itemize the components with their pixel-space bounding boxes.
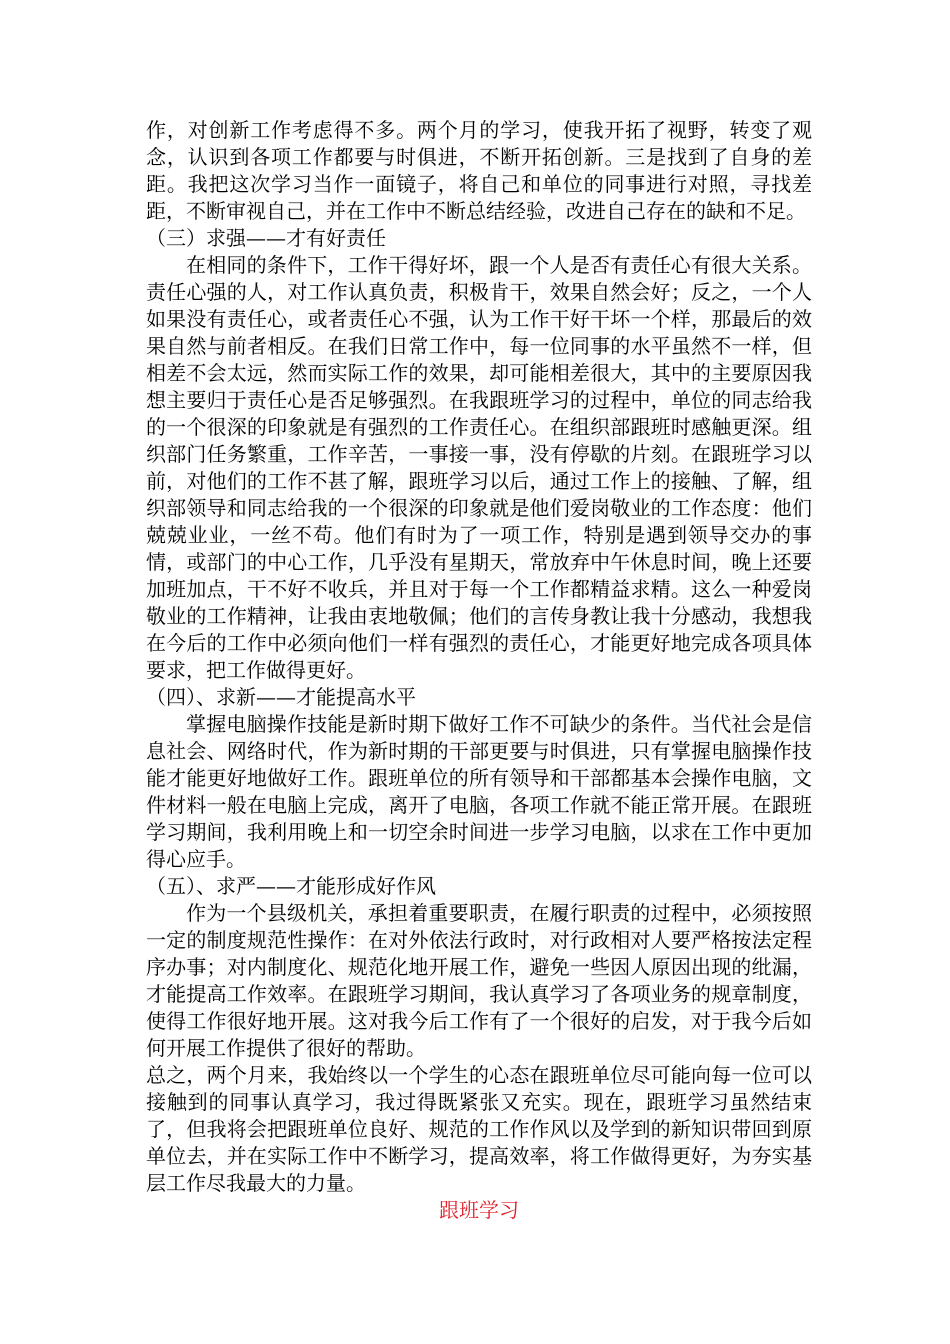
paragraph-conclusion: 总之，两个月来，我始终以一个学生的心态在跟班单位尽可能向每一位可以接触到的同事认真学习，我过得既紧张又充实。现在，跟班学习虽然结束了，但我将会把跟班单位良好、规范的工作作风以及学到的新知识带回到原单位去，并在实际工作中不断学习，提高效率，将工作做得更好，为夯实基层工作尽我最大的力量。 (146, 1063, 812, 1195)
paragraph-discipline: 作为一个县级机关，承担着重要职责，在履行职责的过程中，必须按照一定的制度规范性操作：在对外依法行政时，对行政相对人要严格按法定程序办事；对内制度化、规范化地开展工作，避免一些因人原因出现的纰漏，才能提高工作效率。在跟班学习期间，我认真学习了各项业务的规章制度，使得工作很好地开展。这对我今后工作有了一个很好的启发，对于我今后如何开展工作提供了很好的帮助。 (146, 901, 812, 1060)
section-heading-five: （五）、求严——才能形成好作风 (146, 874, 436, 898)
section-heading-three: （三）求强——才有好责任 (146, 226, 386, 250)
document-page (146, 117, 812, 1224)
paragraph-continuation: 作，对创新工作考虑得不多。两个月的学习，使我开拓了视野，转变了观念，认识到各项工作都要与时俱进，不断开拓创新。三是找到了自身的差距。我把这次学习当作一面镜子，将自己和单位的同事进行对照，寻找差距，不断审视自己，并在工作中不断总结经验，改进自己存在的缺和不足。 (146, 118, 812, 223)
paragraph-responsibility: 在相同的条件下，工作干得好坏，跟一个人是否有责任心有很大关系。责任心强的人，对工作认真负责，积极肯干，效果自然会好；反之，一个人如果没有责任心，或者责任心不强，认为工作干好干坏一个样，那最后的效果自然与前者相反。在我们日常工作中，每一位同事的水平虽然不一样，但相差不会太远，然而实际工作的效果，却可能相差很大，其中的主要原因我想主要归于责任心是否足够强烈。在我跟班学习的过程中，单位的同志给我的一个很深的印象就是有强烈的工作责任心。在组织部跟班时感触更深。组织部门任务繁重，工作辛苦，一事接一事，没有停歇的片刻。在跟班学习以前，对他们的工作不甚了解，跟班学习以后，通过工作上的接触、了解，组织部领导和同志给我的一个很深的印象就是他们爱岗敬业的工作态度：他们兢兢业业，一丝不苟。他们有时为了一项工作，特别是遇到领导交办的事情，或部门的中心工作，几乎没有星期天，常放弃中午休息时间，晚上还要加班加点，干不好不收兵，并且对于每一个工作都精益求精。这么一种爱岗敬业的工作精神，让我由衷地敬佩；他们的言传身教让我十分感动，我想我在今后的工作中必须向他们一样有强烈的责任心，才能更好地完成各项具体要求，把工作做得更好。 (146, 253, 812, 682)
footer-title: 跟班学习 (439, 1198, 519, 1222)
paragraph-computer-skills: 掌握电脑操作技能是新时期下做好工作不可缺少的条件。当代社会是信息社会、网络时代，作为新时期的干部更要与时俱进，只有掌握电脑操作技能才能更好地做好工作。跟班单位的所有领导和干部都基本会操作电脑，文件材料一般在电脑上完成，离开了电脑，各项工作就不能正常开展。在跟班学习期间，我利用晚上和一切空余时间进一步学习电脑，以求在工作中更加得心应手。 (146, 712, 812, 871)
section-heading-four: （四）、求新——才能提高水平 (146, 685, 416, 709)
